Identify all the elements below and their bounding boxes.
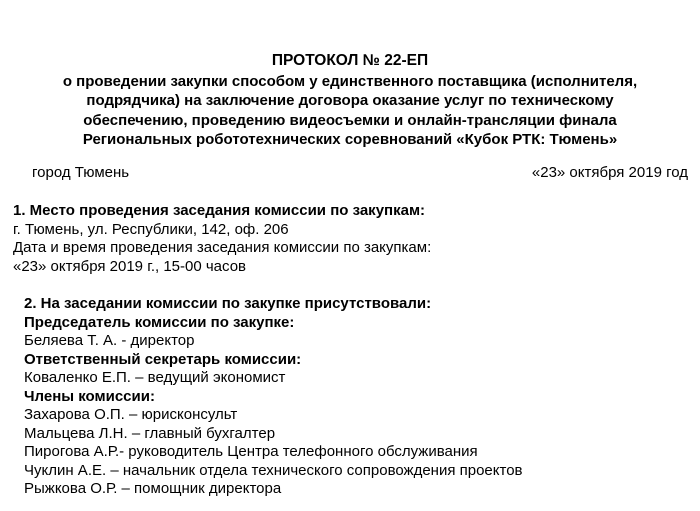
section-venue <box>13 202 431 276</box>
secretary-label: Ответственный секретарь комиссии: <box>24 350 302 368</box>
protocol-title: ПРОТОКОЛ № 22-ЕП <box>271 52 429 69</box>
protocol-subtitle <box>0 72 700 149</box>
secretary-name: Коваленко Е.П. – ведущий экономист <box>24 369 286 386</box>
member-item: Пирогова А.Р.- руководитель Центра телефонного обслуживания <box>24 443 478 460</box>
section-heading: 2. На заседании комиссии по закупке присутствовали: <box>24 295 432 312</box>
venue-address: г. Тюмень, ул. Республики, 142, оф. 206 <box>13 220 289 238</box>
datetime-label: Дата и время проведения заседания комиссии по закупкам: <box>13 239 432 256</box>
subtitle-line: Региональных робототехнических соревнований «Кубок РТК: Тюмень» <box>82 130 618 148</box>
chair-label: Председатель комиссии по закупке: <box>24 313 295 331</box>
section-attendees <box>24 295 523 499</box>
protocol-date: «23» октября 2019 год <box>531 164 688 181</box>
member-item: Захарова О.П. – юрисконсульт <box>24 406 238 423</box>
subtitle-line: обеспечению, проведению видеосъемки и онлайн-трансляции финала <box>83 111 617 129</box>
member-item: Рыжкова О.Р. – помощник директора <box>24 480 282 497</box>
member-item: Мальцева Л.Н. – главный бухгалтер <box>24 424 276 442</box>
datetime-value: «23» октября 2019 г., 15-00 часов <box>13 257 247 275</box>
chair-name: Беляева Т. А. - директор <box>24 332 195 349</box>
member-item: Чуклин А.Е. – начальник отдела технического сопровождения проектов <box>24 461 523 479</box>
members-label: Члены комиссии: <box>24 387 155 405</box>
section-heading: 1. Место проведения заседания комиссии по закупкам: <box>13 202 426 219</box>
subtitle-line: подрядчика) на заключение договора оказание услуг по техническому <box>86 92 614 110</box>
subtitle-line: о проведении закупки способом у единственного поставщика (исполнителя, <box>62 73 638 90</box>
city: город Тюмень <box>32 164 130 181</box>
